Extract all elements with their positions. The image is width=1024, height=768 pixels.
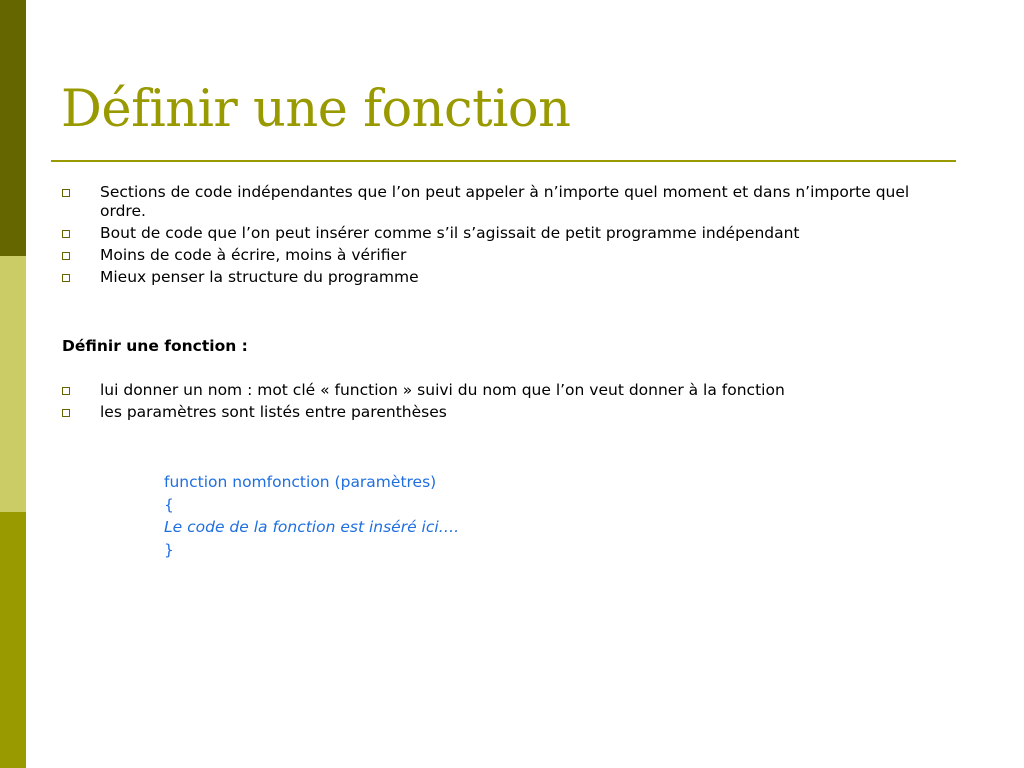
side-bar-top-segment: [0, 0, 26, 256]
slide-title: Définir une fonction: [61, 80, 571, 139]
square-bullet-icon: [62, 230, 70, 238]
title-underline-rule: [51, 160, 956, 162]
square-bullet-icon: [62, 274, 70, 282]
code-open-brace: {: [164, 495, 174, 514]
bullet-item: [62, 246, 957, 265]
intro-bullet-list: [62, 183, 957, 290]
code-example: [164, 471, 459, 561]
definition-bullet-list: [62, 381, 957, 425]
bullet-text: Mieux penser la structure du programme: [100, 268, 419, 286]
square-bullet-icon: [62, 387, 70, 395]
bullet-item: [62, 224, 957, 243]
bullet-item: [62, 183, 957, 221]
side-bar-bottom-segment: [0, 512, 26, 768]
square-bullet-icon: [62, 189, 70, 197]
bullet-text: les paramètres sont listés entre parenthèses: [100, 403, 447, 421]
bullet-text: lui donner un nom : mot clé « function » suivi du nom que l’on veut donner à la fonction: [100, 381, 785, 399]
square-bullet-icon: [62, 252, 70, 260]
bullet-text: Sections de code indépendantes que l’on peut appeler à n’importe quel moment et dans n’importe quel ordre.: [100, 183, 910, 220]
side-bar-middle-segment: [0, 256, 26, 512]
code-signature-line: function nomfonction (paramètres): [164, 473, 437, 491]
square-bullet-icon: [62, 409, 70, 417]
bullet-item: [62, 268, 957, 287]
bullet-item: [62, 403, 957, 422]
bullet-text: Moins de code à écrire, moins à vérifier: [100, 246, 407, 264]
code-close-brace: }: [164, 540, 174, 559]
bullet-text: Bout de code que l’on peut insérer comme s’il s’agissait de petit programme indépendant: [100, 224, 800, 242]
section-heading: Définir une fonction :: [62, 337, 248, 355]
bullet-item: [62, 381, 957, 400]
code-body-line: Le code de la fonction est inséré ici….: [164, 518, 460, 536]
